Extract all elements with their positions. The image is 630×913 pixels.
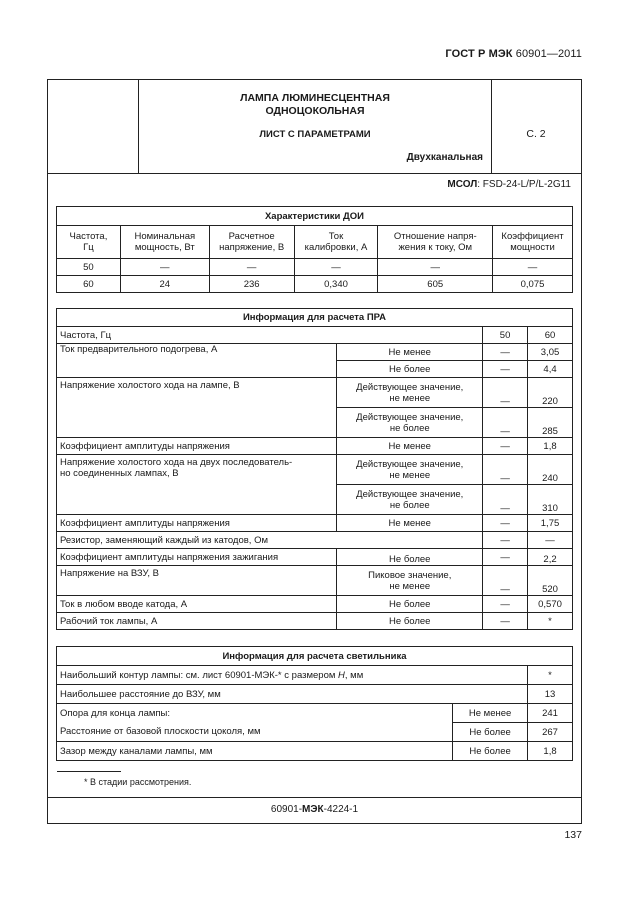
- table-row: [57, 515, 573, 532]
- doi-col-ratio-l1: Отношение напря-: [393, 231, 477, 242]
- table-cell: —: [209, 259, 294, 276]
- doi-col-ratio-l2: жения к току, Ом: [398, 242, 473, 253]
- table-cell: Коэффициент амплитуды напряжения зажигания: [57, 549, 337, 566]
- msol-value: : FSD-24-L/P/L-2G11: [477, 179, 571, 190]
- cell-line: но соединенных лампах, В: [60, 468, 179, 479]
- sheet-subtitle: ЛИСТ С ПАРАМЕТРАМИ: [259, 129, 371, 140]
- cell-line: не более: [389, 499, 430, 511]
- doi-col-voltage: [209, 226, 294, 259]
- table-cell: —: [294, 259, 378, 276]
- doi-col-current-l2: калибровки, А: [304, 242, 368, 253]
- cell-line: Напряжение холостого хода на двух последователь-: [60, 457, 293, 468]
- cell-line: Действующее значение,: [356, 411, 464, 423]
- cell-text: , мм: [344, 669, 364, 681]
- table-cell: 0,570: [528, 596, 573, 613]
- table-cell: *: [528, 666, 573, 685]
- table-cell: —: [483, 455, 528, 485]
- table-cell: 241: [528, 704, 573, 723]
- doi-table-title: Характеристики ДОИ: [57, 207, 573, 226]
- table-cell: 220: [528, 378, 573, 408]
- table-cell: Расстояние от базовой плоскости цоколя, мм: [57, 723, 453, 742]
- lamp-type: Двухканальная: [406, 152, 483, 163]
- table-cell: 1,75: [528, 515, 573, 532]
- luminaire-table-title: Информация для расчета светильника: [57, 647, 573, 666]
- doi-col-frequency-l2: Гц: [83, 242, 94, 253]
- table-cell: 520: [528, 566, 573, 596]
- doi-table: [56, 206, 573, 293]
- table-cell: 1,8: [528, 438, 573, 455]
- table-cell: 240: [528, 455, 573, 485]
- table-cell: 605: [378, 276, 493, 293]
- cell-line: Действующее значение,: [356, 381, 464, 393]
- table-cell: 310: [528, 485, 573, 515]
- doi-header-row: [57, 226, 573, 259]
- footnote-rule: [57, 771, 121, 772]
- table-cell: [57, 666, 528, 685]
- sheet-code: [48, 804, 581, 815]
- table-cell: Коэффициент амплитуды напряжения: [57, 515, 337, 532]
- table-cell: —: [483, 596, 528, 613]
- table-cell: —: [528, 532, 573, 549]
- table-cell: Опора для конца лампы:: [57, 704, 453, 723]
- table-cell: 50: [57, 259, 121, 276]
- sheet-title-line2: ОДНОЦОКОЛЬНАЯ: [265, 105, 365, 117]
- cell-line: не более: [389, 422, 430, 434]
- doi-col-current: [294, 226, 378, 259]
- cell-line: Действующее значение,: [356, 488, 464, 500]
- msol-label: МСОЛ: [447, 179, 478, 190]
- pra-table: [56, 308, 573, 630]
- table-cell: 4,4: [528, 361, 573, 378]
- table-cell: [337, 455, 483, 485]
- table-row: [57, 613, 573, 630]
- table-cell: —: [483, 378, 528, 408]
- doi-col-voltage-l2: напряжение, В: [219, 242, 285, 253]
- table-cell: *: [528, 613, 573, 630]
- table-cell: Напряжение на ВЗУ, В: [57, 566, 337, 596]
- table-row: [57, 704, 573, 723]
- table-cell: Наибольшее расстояние до ВЗУ, мм: [57, 685, 528, 704]
- cell-line: не менее: [389, 580, 431, 592]
- table-cell: 236: [209, 276, 294, 293]
- table-cell: 3,05: [528, 344, 573, 361]
- table-cell: Напряжение холостого хода на лампе, В: [57, 378, 337, 438]
- table-cell: 24: [120, 276, 209, 293]
- doi-col-power: [120, 226, 209, 259]
- table-row: [57, 666, 573, 685]
- table-row: [57, 327, 573, 344]
- table-cell: Не более: [337, 596, 483, 613]
- table-cell: [337, 485, 483, 515]
- cell-text-italic: H: [338, 669, 345, 681]
- table-cell: [337, 378, 483, 408]
- table-cell: —: [483, 613, 528, 630]
- table-cell: 267: [528, 723, 573, 742]
- doi-col-pf-l1: Коэффициент: [501, 231, 564, 242]
- table-row: [57, 596, 573, 613]
- cell-line: не менее: [389, 469, 431, 481]
- table-row: [57, 532, 573, 549]
- table-row: [57, 455, 573, 485]
- luminaire-table: [56, 646, 573, 761]
- standard-header: [445, 48, 582, 60]
- pra-table-title: Информация для расчета ПРА: [57, 309, 573, 327]
- table-cell: 60: [57, 276, 121, 293]
- table-row: [57, 723, 573, 742]
- table-cell: —: [483, 515, 528, 532]
- table-cell: Не менее: [453, 704, 528, 723]
- table-cell: Не менее: [337, 344, 483, 361]
- sheet-header-block: [48, 80, 581, 174]
- table-cell: —: [483, 344, 528, 361]
- table-row: [57, 438, 573, 455]
- doi-col-current-l1: Ток: [328, 231, 344, 242]
- table-cell: Не более: [453, 742, 528, 761]
- sheet-title: [139, 92, 491, 118]
- table-cell: Рабочий ток лампы, А: [57, 613, 337, 630]
- table-cell: 0,340: [294, 276, 378, 293]
- table-cell: 2,2: [528, 549, 573, 566]
- table-cell: —: [483, 438, 528, 455]
- table-row: [57, 344, 573, 361]
- table-cell: Не более: [337, 549, 483, 566]
- table-cell: —: [483, 361, 528, 378]
- doi-col-frequency: [57, 226, 121, 259]
- sheet-code-suffix: -4224-1: [323, 804, 359, 815]
- footnote: * В стадии рассмотрения.: [84, 777, 192, 787]
- table-cell: —: [493, 259, 573, 276]
- sheet-code-prefix: 60901-: [270, 804, 303, 815]
- table-cell: —: [378, 259, 493, 276]
- table-cell: Не более: [337, 361, 483, 378]
- doi-col-voltage-l1: Расчетное: [228, 231, 275, 242]
- table-row: [57, 276, 573, 293]
- table-row: [57, 685, 573, 704]
- doi-col-pf-l2: мощности: [510, 242, 555, 253]
- table-cell: [57, 455, 337, 515]
- sheet-code-bold: МЭК: [302, 804, 324, 815]
- standard-code-number: 60901—2011: [512, 48, 582, 60]
- table-cell: —: [483, 532, 528, 549]
- msol-designation: [447, 179, 571, 190]
- doi-col-power-factor: [493, 226, 573, 259]
- footer-separator: [48, 797, 581, 798]
- table-cell: Коэффициент амплитуды напряжения: [57, 438, 337, 455]
- cell-line: Действующее значение,: [356, 458, 464, 470]
- doi-col-power-l2: мощность, Вт: [134, 242, 195, 253]
- table-cell: [337, 566, 483, 596]
- table-cell: —: [120, 259, 209, 276]
- table-row: [57, 378, 573, 408]
- standard-code-bold: ГОСТ Р МЭК: [445, 48, 513, 60]
- table-row: [57, 566, 573, 596]
- table-row: [57, 742, 573, 761]
- sheet-header-left-cell: [48, 80, 139, 173]
- doi-col-ratio: [378, 226, 493, 259]
- table-cell: Не менее: [337, 438, 483, 455]
- table-cell: Ток предварительного подогрева, А: [57, 344, 337, 378]
- table-cell: 0,075: [493, 276, 573, 293]
- table-cell: Зазор между каналами лампы, мм: [57, 742, 453, 761]
- table-cell: Не более: [337, 613, 483, 630]
- sheet-page-ref: С. 2: [526, 128, 546, 140]
- table-cell: 13: [528, 685, 573, 704]
- table-cell: Не менее: [337, 515, 483, 532]
- table-cell: Не более: [453, 723, 528, 742]
- doi-col-frequency-l1: Частота,: [69, 231, 108, 242]
- cell-line: не менее: [389, 392, 431, 404]
- table-cell: 1,8: [528, 742, 573, 761]
- table-cell: —: [483, 408, 528, 438]
- pra-col-50hz: 50: [483, 327, 528, 344]
- page-number: 137: [564, 829, 582, 841]
- table-row: [57, 259, 573, 276]
- table-cell: —: [483, 566, 528, 596]
- doi-col-power-l1: Номинальная: [134, 231, 196, 242]
- table-cell: [337, 408, 483, 438]
- sheet-header-right-cell: [491, 80, 582, 173]
- table-cell: Резистор, заменяющий каждый из катодов, Ом: [57, 532, 483, 549]
- table-cell: —: [483, 549, 528, 566]
- table-cell: Ток в любом вводе катода, А: [57, 596, 337, 613]
- cell-line: Пиковое значение,: [368, 569, 452, 581]
- pra-frequency-label: Частота, Гц: [57, 327, 483, 344]
- table-cell: —: [483, 485, 528, 515]
- sheet-title-line1: ЛАМПА ЛЮМИНЕСЦЕНТНАЯ: [240, 92, 390, 104]
- table-row: [57, 549, 573, 566]
- table-cell: 285: [528, 408, 573, 438]
- pra-col-60hz: 60: [528, 327, 573, 344]
- cell-text: Наибольший контур лампы: см. лист 60901-МЭК-* с размером: [60, 669, 339, 681]
